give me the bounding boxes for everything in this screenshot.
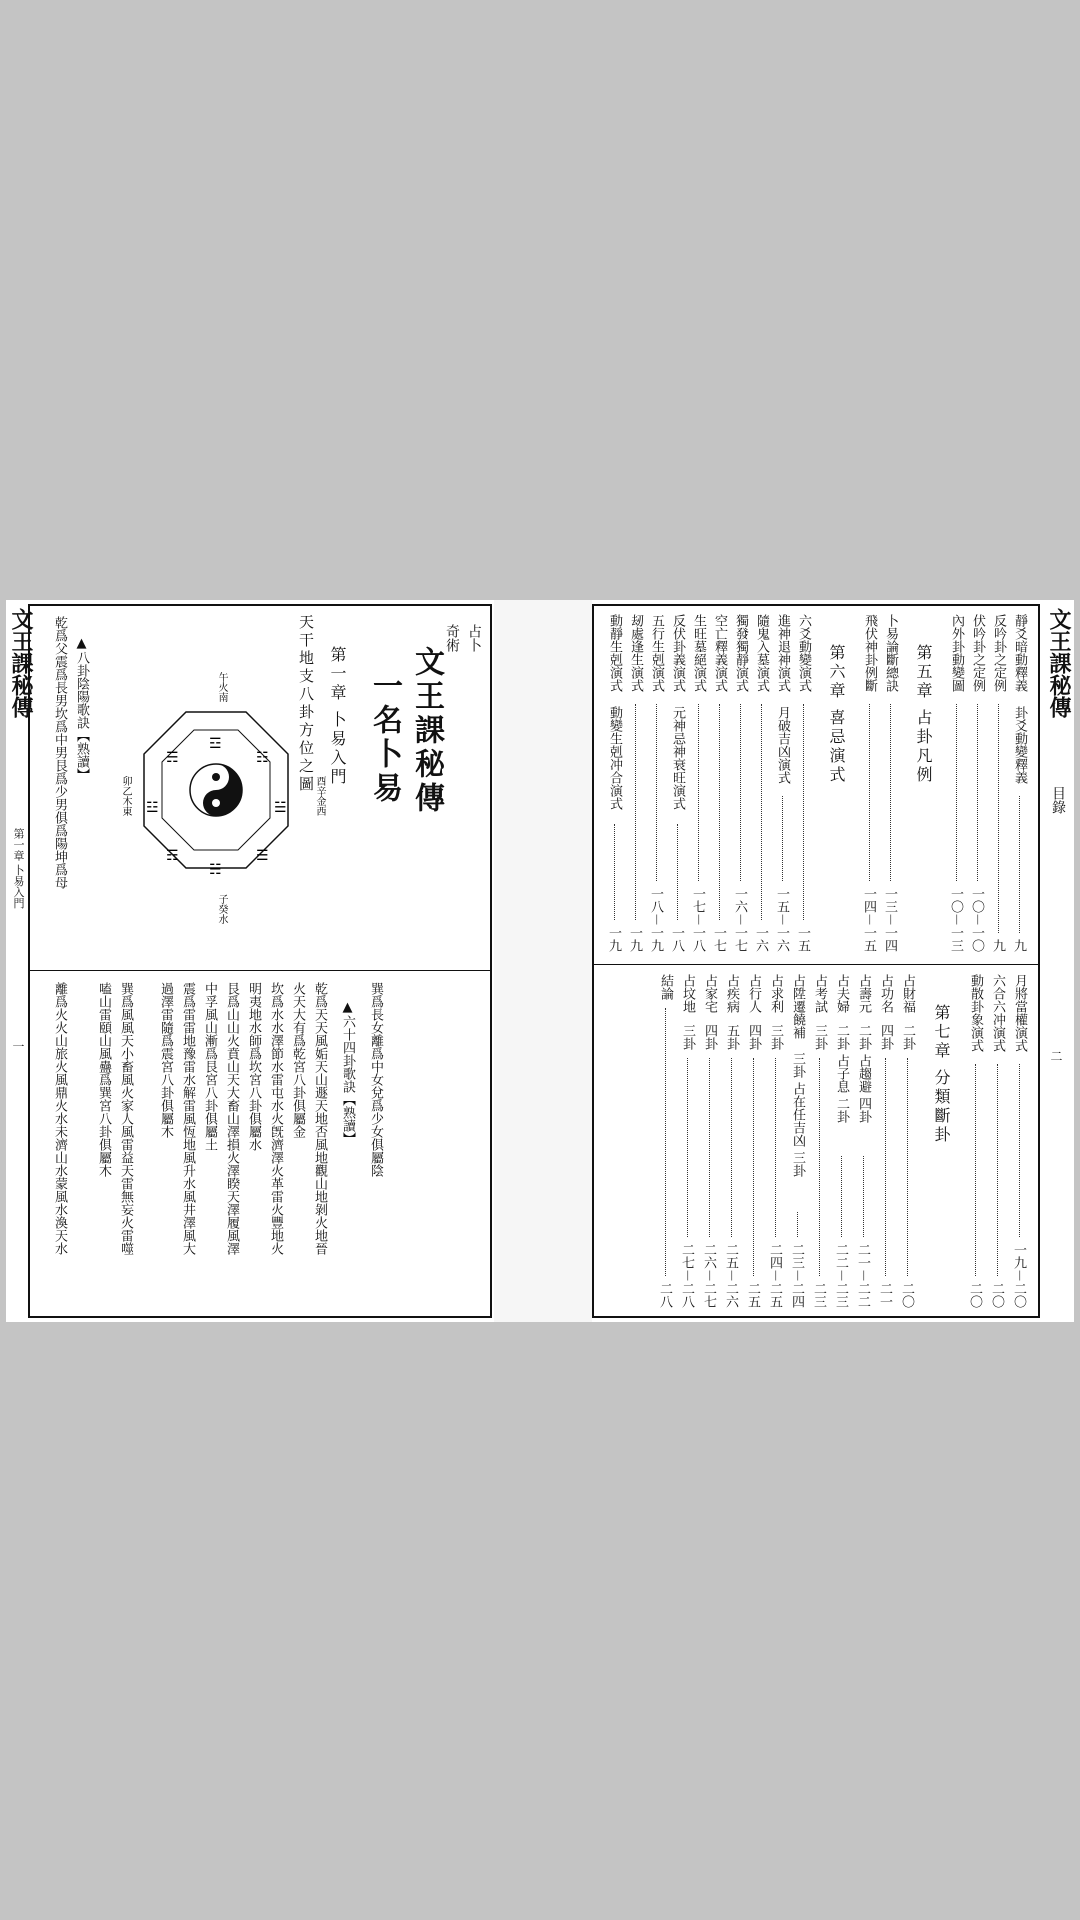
toc-entry-title[interactable]: 伏吟卦之定例 (970, 614, 985, 692)
toc-entry-page: 九 (1011, 939, 1026, 952)
diagram-label-north: 子癸水 (216, 894, 227, 924)
song2-line: 火天大有爲乾宮八卦俱屬金 (290, 982, 305, 1138)
toc-leader-dots (869, 704, 870, 881)
toc-leader-dots (797, 1212, 798, 1237)
toc-leader-dots (890, 704, 891, 881)
toc-entry-extra: 動變生剋冲合演式 (607, 706, 622, 810)
section-divider (30, 970, 490, 971)
book-subtitle: 一名卜易 (367, 670, 402, 806)
trigram-east: ☳ (146, 800, 159, 816)
toc-entry-title[interactable]: 占壽元 (856, 974, 871, 1013)
toc-entry-extra: 二卦 (900, 1024, 915, 1050)
toc-entry-extra: 卦爻動變釋義 (1012, 706, 1027, 784)
song1-line: 巽爲長女離爲中女兌爲少女俱屬陰 (368, 982, 383, 1177)
toc-entry-extra: 二卦 占子息 二卦 (834, 1024, 849, 1124)
bagua-diagram (116, 690, 316, 890)
toc-entry-extra: 三卦 (768, 1024, 783, 1050)
toc-leader-dots (975, 1064, 976, 1276)
right-top-rule (592, 604, 1040, 606)
toc-entry-title[interactable]: 動散卦象演式 (968, 974, 983, 1052)
left-bottom-rule (28, 1316, 492, 1318)
toc-entry-extra: 三卦 (680, 1024, 695, 1050)
toc-entry-title[interactable]: 獨發獨靜演式 (733, 614, 748, 692)
toc-entry-page: 一九 (627, 926, 642, 952)
margin-label: 目錄 (1050, 786, 1066, 814)
toc-entry-title[interactable]: 隨鬼入墓演式 (754, 614, 769, 692)
toc-entry-title[interactable]: 占行人 (746, 974, 761, 1013)
margin-chapter: 第一章 卜易入門 (12, 828, 25, 909)
toc-leader-dots (782, 796, 783, 881)
toc-leader-dots (956, 704, 957, 881)
song1-line: 乾爲父震爲長男坎爲中男艮爲少男俱爲陽坤爲母 (52, 616, 67, 889)
toc-entry-page: 二〇 (989, 1282, 1004, 1308)
toc-leader-dots (753, 1058, 754, 1276)
toc-leader-dots (740, 704, 741, 881)
toc-entry-title[interactable]: 五行生剋演式 (649, 614, 664, 692)
toc-entry-title[interactable]: 進神退神演式 (775, 614, 790, 692)
trigram-southeast: ☴ (166, 750, 179, 766)
song2-line: 明夷地水師爲坎宮八卦俱屬水 (246, 982, 261, 1151)
title-small-bottom: 奇術 (444, 624, 460, 652)
margin-running-head: 文王課秘傳 (1046, 608, 1072, 718)
toc-entry-page: 一七 (711, 926, 726, 952)
toc-leader-dots (731, 1058, 732, 1237)
song2-line: 巽爲風風天小畜風火家人風雷益天雷無妄火雷噬 (118, 982, 133, 1255)
toc-entry-page: 一六 (753, 926, 768, 952)
toc-entry-page: 一三－一四 (882, 887, 897, 953)
toc-leader-dots (677, 824, 678, 920)
toc-entry-extra: 四卦 (878, 1024, 893, 1050)
toc-entry-title[interactable]: 結論 (658, 974, 673, 1000)
song2-heading: ▲六十四卦歌訣【熟讀】 (340, 1000, 355, 1145)
song2-line: 艮爲山山火賁山天大畜山澤損火澤睽天澤履風澤 (224, 982, 239, 1255)
toc-entry-page: 一七－一八 (690, 887, 705, 953)
left-page (6, 600, 494, 1322)
toc-entry-extra: 三卦 (812, 1024, 827, 1050)
toc-chapter-heading: 第六章 喜忌演式 (827, 644, 846, 786)
toc-entry-page: 二〇 (899, 1282, 914, 1308)
toc-entry-title[interactable]: 占家宅 (702, 974, 717, 1013)
toc-leader-dots (977, 704, 978, 881)
trigram-southwest: ☷ (256, 750, 269, 766)
trigram-south: ☲ (209, 736, 222, 752)
toc-leader-dots (1019, 796, 1020, 933)
toc-leader-dots (819, 1058, 820, 1276)
left-top-rule (28, 604, 492, 606)
toc-entry-extra: 月破吉凶演式 (775, 706, 790, 784)
toc-entry-page: 一五－一六 (774, 887, 789, 953)
toc-leader-dots (687, 1058, 688, 1237)
toc-entry-title[interactable]: 動靜生剋演式 (607, 614, 622, 692)
toc-entry-title[interactable]: 靜爻暗動釋義 (1012, 614, 1027, 692)
toc-entry-extra: 五卦 (724, 1024, 739, 1050)
book-title: 文王課秘傳 (409, 646, 444, 816)
toc-entry-title[interactable]: 占疾病 (724, 974, 739, 1013)
song2-line: 乾爲天天風姤天山遯天地否風地觀山地剝火地晉 (312, 982, 327, 1255)
song2-line: 坎爲水水澤節水雷屯水火旣濟澤火革雷火豐地火 (268, 982, 283, 1255)
toc-entry-page: 一六－一七 (732, 887, 747, 953)
right-gutter-rule (592, 604, 594, 1318)
toc-entry-extra: 二卦 占趨避 四卦 (856, 1024, 871, 1124)
toc-leader-dots (665, 1008, 666, 1276)
toc-entry-page: 二八 (657, 1282, 672, 1308)
diagram-label-west: 酉辛金西 (314, 776, 325, 816)
toc-leader-dots (885, 1058, 886, 1276)
toc-leader-dots (698, 704, 699, 881)
toc-entry-title[interactable]: 占陞遷饒補 (790, 974, 805, 1039)
toc-chapter-heading: 第七章 分類斷卦 (932, 1004, 951, 1146)
toc-entry-page: 一八 (669, 926, 684, 952)
toc-entry-page: 二五－二六 (723, 1243, 738, 1309)
toc-entry-title[interactable]: 反吟卦之定例 (991, 614, 1006, 692)
toc-divider (594, 964, 1038, 965)
song1-heading: ▲八卦陰陽歌訣【熟讀】 (74, 636, 89, 781)
diagram-title: 天干地支八卦方位之圖 (297, 614, 315, 794)
left-gutter-rule (490, 604, 492, 1318)
title-small-top: 占卜 (466, 624, 482, 652)
toc-leader-dots (863, 1156, 864, 1237)
toc-entry-title[interactable]: 反伏卦義演式 (670, 614, 685, 692)
toc-entry-page: 一〇－一〇 (969, 887, 984, 953)
book-scan (6, 600, 1074, 1322)
toc-leader-dots (761, 704, 762, 920)
toc-entry-page: 二一－二二 (855, 1243, 870, 1309)
toc-entry-title[interactable]: 卜易論斷總訣 (883, 614, 898, 692)
toc-leader-dots (1019, 1064, 1020, 1237)
song2-line: 過澤雷隨爲震宮八卦俱屬木 (158, 982, 173, 1138)
toc-leader-dots (775, 1058, 776, 1237)
toc-leader-dots (656, 704, 657, 881)
toc-entry-page: 二三 (811, 1282, 826, 1308)
book-gutter (494, 600, 592, 1322)
toc-leader-dots (907, 1058, 908, 1276)
toc-entry-page: 二二－二三 (833, 1243, 848, 1309)
toc-leader-dots (635, 704, 636, 920)
toc-chapter-heading: 第五章 占卦凡例 (914, 644, 933, 786)
song2-line: 嗑山雷頤山風蠱爲巽宮八卦俱屬木 (96, 982, 111, 1177)
yin-yang-dot (212, 799, 220, 807)
toc-leader-dots (614, 824, 615, 920)
toc-entry-page: 九 (990, 939, 1005, 952)
toc-entry-title[interactable]: 占夫婦 (834, 974, 849, 1013)
trigram-northeast: ☶ (166, 848, 179, 864)
toc-entry-page: 二〇 (967, 1282, 982, 1308)
margin-page-number: 二 (1049, 1050, 1063, 1062)
trigram-northwest: ☰ (256, 848, 269, 864)
toc-leader-dots (719, 704, 720, 920)
toc-entry-title[interactable]: 內外卦動變圖 (949, 614, 964, 692)
yin-yang-dot (212, 773, 220, 781)
toc-entry-title[interactable]: 占坟地 (680, 974, 695, 1013)
toc-leader-dots (803, 704, 804, 920)
diagram-label-east: 卯乙木東 (120, 776, 131, 816)
toc-leader-dots (841, 1156, 842, 1237)
toc-leader-dots (997, 1064, 998, 1276)
toc-entry-page: 二三－二四 (789, 1243, 804, 1309)
toc-entry-title[interactable]: 生旺墓絕演式 (691, 614, 706, 692)
toc-entry-page: 二七－二八 (679, 1243, 694, 1309)
toc-entry-title[interactable]: 刼處逢生演式 (628, 614, 643, 692)
right-margin-rule (1038, 604, 1040, 1318)
song2-line: 離爲火火山旅火風鼎火水未濟山水蒙風水渙天水 (52, 982, 67, 1255)
trigram-west: ☱ (274, 800, 287, 816)
toc-entry-title[interactable]: 六合六冲演式 (990, 974, 1005, 1052)
toc-entry-title[interactable]: 六爻動變演式 (796, 614, 811, 692)
margin-page-number: 一 (11, 1040, 25, 1052)
toc-entry-extra: 四卦 (702, 1024, 717, 1050)
diagram-label-south: 午火南 (216, 672, 227, 702)
toc-entry-extra: 元神忌神衰旺演式 (670, 706, 685, 810)
toc-entry-title[interactable]: 占求利 (768, 974, 783, 1013)
toc-entry-title[interactable]: 飛伏神卦例斷 (862, 614, 877, 692)
right-page (592, 600, 1074, 1322)
toc-entry-page: 一五 (795, 926, 810, 952)
toc-entry-title[interactable]: 占考試 (812, 974, 827, 1013)
toc-entry-page: 一八－一九 (648, 887, 663, 953)
song2-line: 震爲雷雷地豫雷水解雷風恆地風升水風井澤風大 (180, 982, 195, 1255)
toc-leader-dots (709, 1058, 710, 1237)
toc-entry-title[interactable]: 空亡釋義演式 (712, 614, 727, 692)
toc-leader-dots (998, 704, 999, 933)
toc-entry-title[interactable]: 占財福 (900, 974, 915, 1013)
toc-entry-extra: 三卦 占在任吉凶 三卦 (790, 1052, 805, 1178)
toc-entry-page: 二四－二五 (767, 1243, 782, 1309)
toc-entry-page: 二五 (745, 1282, 760, 1308)
right-bottom-rule (592, 1316, 1040, 1318)
toc-entry-page: 一九 (606, 926, 621, 952)
song2-line: 中孚風山漸爲艮宮八卦俱屬土 (202, 982, 217, 1151)
toc-entry-page: 二六－二七 (701, 1243, 716, 1309)
toc-entry-extra: 四卦 (746, 1024, 761, 1050)
toc-entry-title[interactable]: 占功名 (878, 974, 893, 1013)
toc-entry-page: 二一 (877, 1282, 892, 1308)
chapter-heading: 第一章 卜易入門 (328, 646, 347, 788)
toc-entry-page: 一九－二〇 (1011, 1243, 1026, 1309)
margin-running-head: 文王課秘傳 (8, 608, 34, 718)
trigram-north: ☵ (209, 862, 222, 878)
toc-entry-page: 一〇－一三 (948, 887, 963, 953)
toc-entry-title[interactable]: 月將當權演式 (1012, 974, 1027, 1052)
toc-entry-page: 一四－一五 (861, 887, 876, 953)
